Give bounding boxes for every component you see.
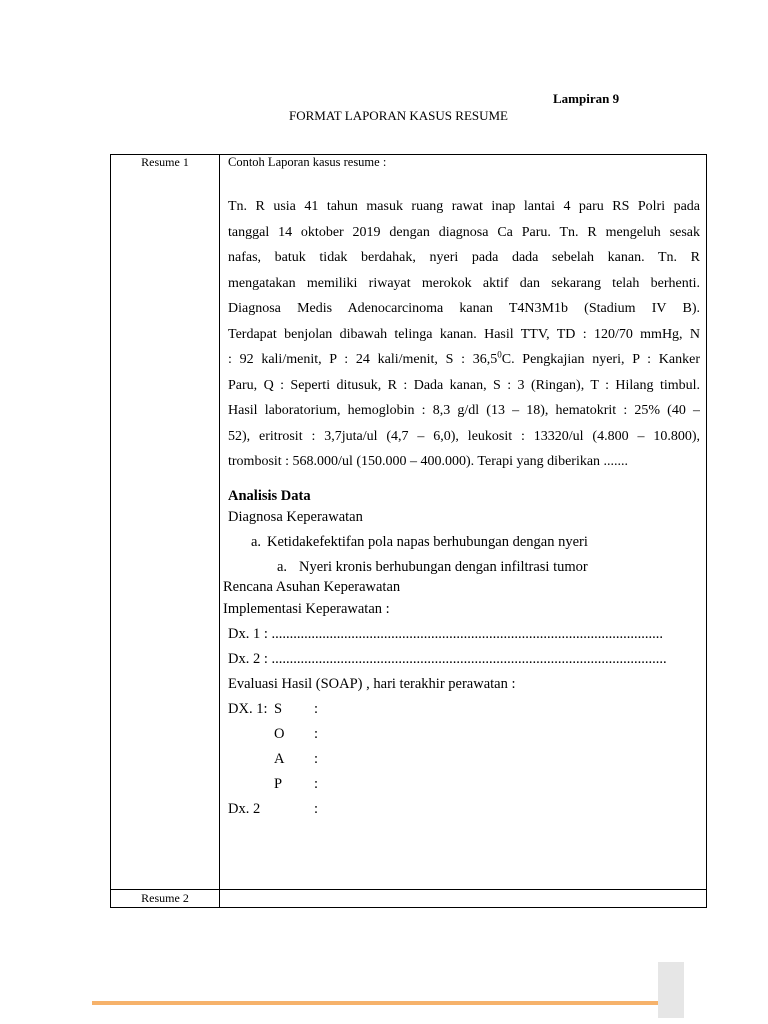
row-divider <box>111 889 706 890</box>
footer-accent-bar <box>92 1001 658 1005</box>
paragraph-line: Tn. R usia 41 tahun masuk ruang rawat inap lantai 4 paru RS Polri pada <box>228 199 700 214</box>
soap-colon-s: : <box>314 701 319 717</box>
implementation-heading: Implementasi Keperawatan : <box>223 601 390 617</box>
soap-letter-a: A <box>274 751 285 767</box>
dx1-line: Dx. 1 : ............................................................................................................ <box>228 626 663 642</box>
soap-colon-dx2: : <box>314 801 319 817</box>
diagnosis-a-text: Ketidakefektifan pola napas berhubungan dengan nyeri <box>267 534 588 550</box>
paragraph-line-vitals <box>228 347 700 373</box>
evaluation-heading: Evaluasi Hasil (SOAP) , hari terakhir perawatan : <box>228 676 516 692</box>
dx2-line: Dx. 2 : ............................................................................................................. <box>228 651 667 667</box>
paragraph-line: 52), eritrosit : 3,7juta/ul (4,7 – 6,0), leukosit : 13320/ul (4.800 – 10.800), <box>228 428 700 444</box>
column-divider <box>219 155 220 907</box>
paragraph-line: trombosit : 568.000/ul (150.000 – 400.000). Terapi yang diberikan ....... <box>228 454 629 469</box>
soap-colon-o: : <box>314 726 319 742</box>
case-paragraph <box>228 194 700 475</box>
paragraph-line: Hasil laboratorium, hemoglobin : 8,3 g/dl (13 – 18), hematokrit : 25% (40 – <box>228 403 700 418</box>
paragraph-line: Diagnosa Medis Adenocarcinoma kanan T4N3M1b (Stadium IV B). <box>228 301 700 316</box>
degree-superscript: 0 <box>497 349 502 360</box>
page-number-box <box>658 962 684 1018</box>
vitals-text-cont: C. Pengkajian nyeri, P : Kanker <box>501 352 700 367</box>
row-label-resume-2: Resume 2 <box>141 891 189 905</box>
soap-dx1-label: DX. 1: <box>228 701 268 717</box>
soap-colon-p: : <box>314 776 319 792</box>
soap-letter-p: P <box>274 776 283 792</box>
paragraph-line: tanggal 14 oktober 2019 dengan diagnosa Ca Paru. Tn. R mengeluh sesak <box>228 224 700 240</box>
vitals-text: : 92 kali/menit, P : 24 kali/menit, S : 36,5 <box>228 352 498 367</box>
row-label-resume-1: Resume 1 <box>141 155 189 169</box>
paragraph-line: mengatakan memiliki riwayat merokok aktif dan sekarang telah berhenti. <box>228 275 700 291</box>
soap-dx2-label: Dx. 2 <box>228 801 261 817</box>
paragraph-line: Terdapat benjolan dibawah telinga kanan. Hasil TTV, TD : 120/70 mmHg, N <box>228 326 700 342</box>
analysis-heading: Analisis Data <box>228 488 311 504</box>
soap-letter-o: O <box>274 726 285 742</box>
diagnosis-a-marker: a. <box>251 534 262 550</box>
soap-letter-s: S <box>274 701 283 717</box>
nursing-diagnosis-heading: Diagnosa Keperawatan <box>228 509 363 525</box>
paragraph-line: Paru, Q : Seperti ditusuk, R : Dada kanan, S : 3 (Ringan), T : Hilang timbul. <box>228 377 700 393</box>
diagnosis-b-text: Nyeri kronis berhubungan dengan infiltrasi tumor <box>299 559 588 575</box>
soap-colon-a: : <box>314 751 319 767</box>
care-plan-heading: Rencana Asuhan Keperawatan <box>223 579 401 595</box>
diagnosis-b-marker: a. <box>277 559 288 575</box>
document-title: FORMAT LAPORAN KASUS RESUME <box>289 108 509 123</box>
appendix-label: Lampiran 9 <box>553 91 620 106</box>
intro-text: Contoh Laporan kasus resume : <box>228 155 387 169</box>
paragraph-line: nafas, batuk tidak berdahak, nyeri pada dada sebelah kanan. Tn. R <box>228 250 700 265</box>
resume-table <box>110 154 707 908</box>
